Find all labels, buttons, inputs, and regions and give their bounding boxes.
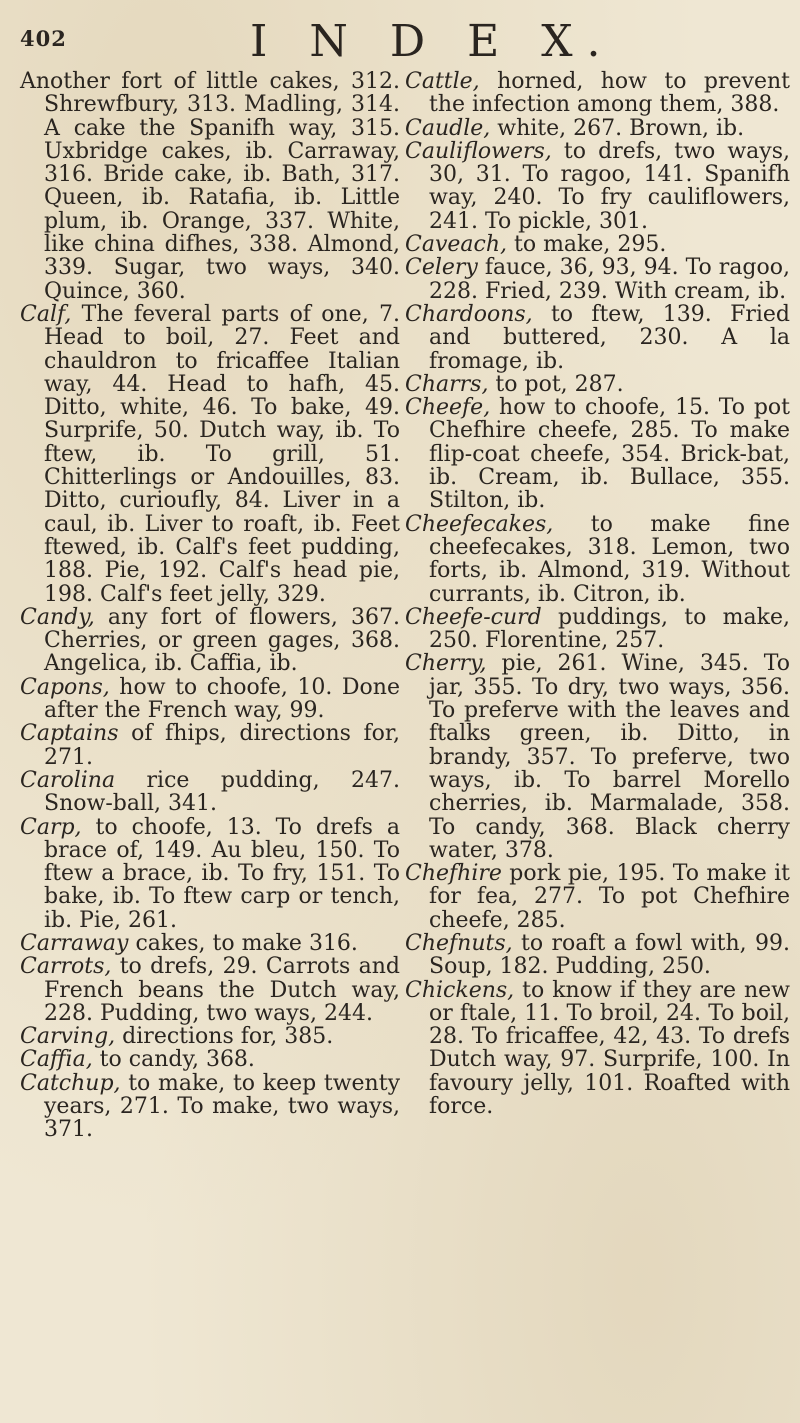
index-headword: Chefnuts, xyxy=(405,930,513,956)
index-entry-text: white, 267. Brown, ib. xyxy=(490,115,745,141)
index-entry xyxy=(405,373,790,396)
index-entry-text: horned, how to prevent the infection among them, 388. xyxy=(429,69,790,118)
index-headword: Carp, xyxy=(20,814,82,840)
index-entry-text: Another fort of little cakes, 312. Shrewfbury, 313. Madling, 314. A cake the Spanifh way, 315. Uxbridge cakes, ib. Carraway, 316. Bride cake, ib. Bath, 317. Queen, ib. Ratafia, ib. Little plum, ib. Orange, 337. White, like china difhes, 338. Almond, 339. Sugar, two ways, 340. Quince, 360. xyxy=(20,69,400,304)
index-entry-text: how to choofe, 10. Done after the French way, 99. xyxy=(44,674,400,724)
index-headword: Caveach, xyxy=(405,232,507,258)
index-entry xyxy=(20,955,400,1025)
running-head: I N D E X. xyxy=(250,16,615,67)
index-entry-text: to drefs, two ways, 30, 31. To ragoo, 141. Spanifh way, 240. To fry cauliflowers, 241. To pickle, 301. xyxy=(429,138,790,234)
index-entry xyxy=(20,769,400,816)
index-headword: Carving, xyxy=(20,1024,116,1050)
index-entry xyxy=(405,117,790,140)
index-headword: Candy, xyxy=(20,604,95,630)
index-entry xyxy=(405,396,790,512)
index-headword: Cheefe-curd xyxy=(405,604,542,630)
index-headword: Cauliflowers, xyxy=(405,138,552,164)
index-entry-text: cakes, to make 316. xyxy=(128,930,358,956)
index-entry xyxy=(20,606,400,676)
index-entry xyxy=(405,303,790,373)
index-headword: Cherry, xyxy=(405,651,487,677)
index-headword: Caffia, xyxy=(20,1047,93,1073)
page-number: 402 xyxy=(20,26,67,51)
index-entry-text: to ftew, 139. Fried and buttered, 230. A la fromage, ib. xyxy=(429,301,790,374)
index-entry xyxy=(20,676,400,723)
index-entry xyxy=(20,70,400,303)
index-entry xyxy=(405,979,790,1119)
index-entry-text: pie, 261. Wine, 345. To jar, 355. To dry, two ways, 356. To preferve with the leaves and ftalks green, ib. Ditto, in brandy, 357. To preferve, two ways, ib. To barrel Morello cherries, ib. Marmalade, 358. To candy, 368. Black cherry water, 378. xyxy=(429,651,790,863)
index-entry xyxy=(405,862,790,932)
index-entry-text: to make, to keep twenty years, 271. To make, two ways, 371. xyxy=(44,1070,400,1143)
index-entry xyxy=(405,256,790,303)
page-header xyxy=(0,8,800,70)
index-entry xyxy=(20,722,400,769)
index-entry-text: puddings, to make, 250. Florentine, 257. xyxy=(429,604,790,654)
index-headword: Carraway xyxy=(20,930,129,956)
index-entry-text: to pot, 287. xyxy=(488,371,624,397)
index-headword: Catchup, xyxy=(20,1070,121,1096)
index-entry xyxy=(405,233,790,256)
index-entry xyxy=(20,1072,400,1142)
index-entry-text: to know if they are new or ftale, 11. To broil, 24. To boil, 28. To fricaffee, 42, 43. To drefs Dutch way, 97. Surprife, 100. In favoury jelly, 101. Roafted with force. xyxy=(429,977,790,1120)
index-entry-text: to drefs, 29. Carrots and French beans the Dutch way, 228. Pudding, two ways, 244. xyxy=(44,954,400,1026)
index-entry-text: pork pie, 195. To make it for fea, 277. To pot Chefhire cheefe, 285. xyxy=(429,861,790,933)
index-entry xyxy=(20,932,400,955)
index-entry xyxy=(20,303,400,606)
index-headword: Carrots, xyxy=(20,954,112,980)
index-entry-text: directions for, 385. xyxy=(115,1024,334,1050)
index-headword: Cheefecakes, xyxy=(405,511,554,537)
index-headword: Chefhire xyxy=(405,861,502,887)
index-entry xyxy=(20,816,400,932)
index-headword: Carolina xyxy=(20,767,116,793)
index-entry-text: rice pudding, 247. Snow-ball, 341. xyxy=(44,767,400,817)
index-column-left xyxy=(20,70,400,1142)
index-entry-text: how to choofe, 15. To pot Chefhire cheefe, 285. To make flip-coat cheefe, 354. Brick-bat, ib. Cream, ib. Bullace, 355. Stilton, ib. xyxy=(429,395,790,514)
index-entry xyxy=(20,1048,400,1071)
index-entry-text: of fhips, directions for, 271. xyxy=(44,721,400,770)
index-entry-text: The feveral parts of one, 7. Head to boil, 27. Feet and chauldron to fricaffee Italian way, 44. Head to hafh, 45. Ditto, white, 46. To bake, 49. Surprife, 50. Dutch way, ib. To ftew, ib. To grill, 51. Chitterlings or Andouilles, 83. Ditto, curioufly, 84. Liver in a caul, ib. Liver to roaft, ib. Feet ftewed, ib. Calf's feet pudding, 188. Pie, 192. Calf's head pie, 198. Calf's feet jelly, 329. xyxy=(44,301,400,607)
index-headword: Calf, xyxy=(20,301,72,327)
index-entry-text: to make, 295. xyxy=(507,232,667,258)
index-entry xyxy=(405,70,790,117)
index-headword: Charrs, xyxy=(405,371,489,397)
index-entry-text: to candy, 368. xyxy=(92,1047,255,1073)
index-entry-text: to make fine cheefecakes, 318. Lemon, two forts, ib. Almond, 319. Without currants, ib. Citron, ib. xyxy=(429,511,790,607)
index-entry xyxy=(405,932,790,979)
index-headword: Cheefe, xyxy=(405,395,491,421)
index-entry xyxy=(405,140,790,233)
index-entry xyxy=(405,606,790,653)
index-entry xyxy=(20,1025,400,1048)
index-headword: Capons, xyxy=(20,674,110,700)
index-entry-text: to choofe, 13. To drefs a brace of, 149. Au bleu, 150. To ftew a brace, ib. To fry, 151. To bake, ib. To ftew carp or tench, ib. Pie, 261. xyxy=(44,814,400,933)
index-entry xyxy=(405,652,790,862)
index-entry-text: to roaft a fowl with, 99. Soup, 182. Pudding, 250. xyxy=(429,930,790,980)
index-entry-text: any fort of flowers, 367. Cherries, or green gages, 368. Angelica, ib. Caffia, ib. xyxy=(44,604,400,677)
index-entry-text: fauce, 36, 93, 94. To ragoo, 228. Fried, 239. With cream, ib. xyxy=(429,255,790,304)
index-headword: Caudle, xyxy=(405,115,491,141)
index-headword: Celery xyxy=(405,255,478,281)
index-headword: Chickens, xyxy=(405,977,515,1003)
index-column-right xyxy=(405,70,790,1118)
index-headword: Cattle, xyxy=(405,69,480,94)
index-headword: Chardoons, xyxy=(405,301,533,327)
index-headword: Captains xyxy=(20,721,119,747)
index-entry xyxy=(405,513,790,606)
